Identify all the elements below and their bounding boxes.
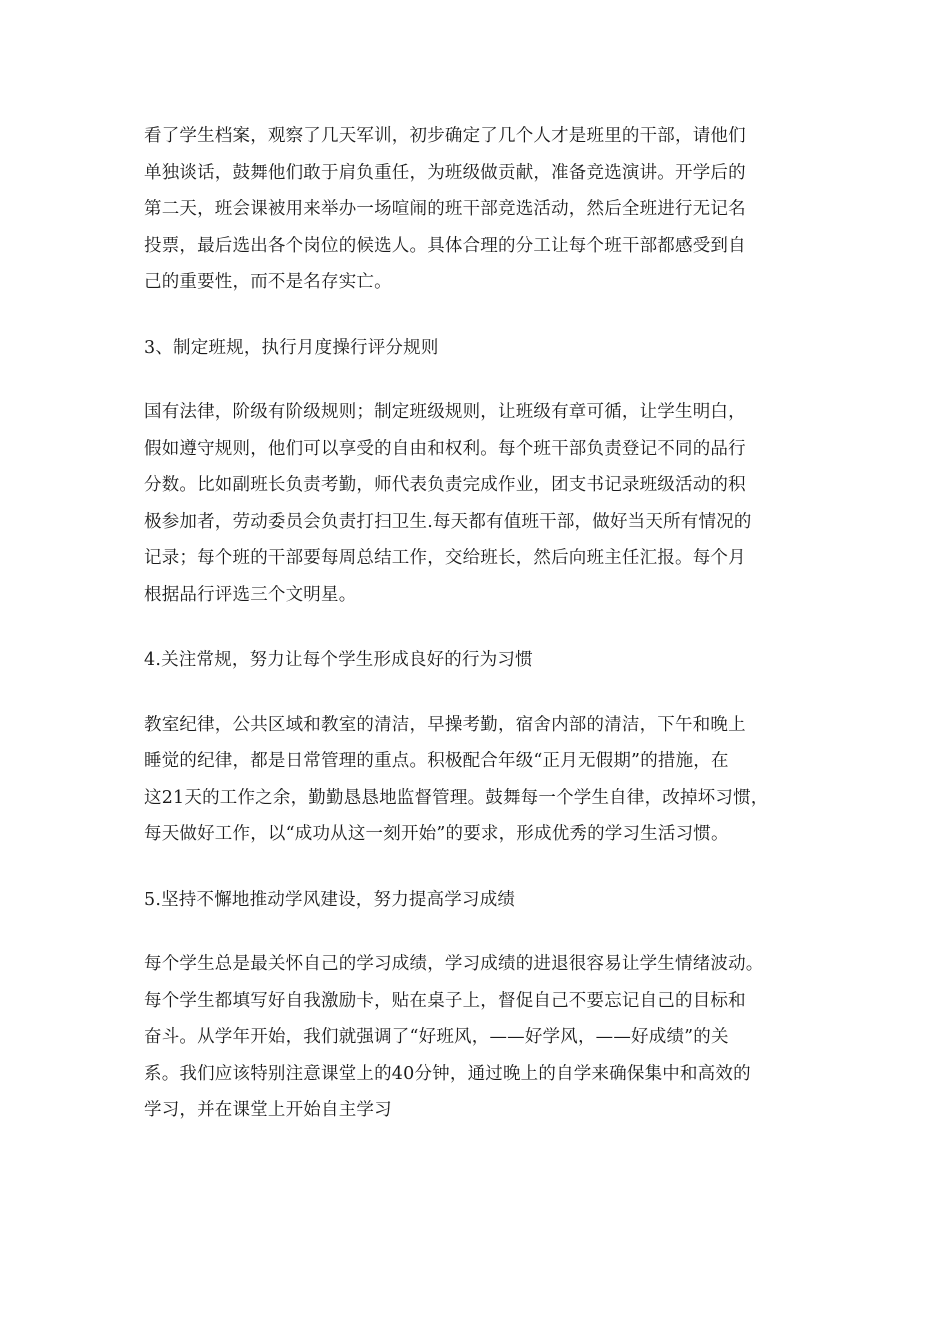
paragraph-cadre-selection [144,118,809,301]
text-line: 每个学生总是最关怀自己的学习成绩，学习成绩的进退很容易让学生情绪波动。 [144,954,764,974]
text-line: 奋斗。从学年开始，我们就强调了“好班风，——好学风，——好成绩”的关 [144,1027,729,1047]
text-line: 睡觉的纪律，都是日常管理的重点。积极配合年级“正月无假期”的措施，在 [144,751,729,771]
text-line: 学习，并在课堂上开始自主学习 [144,1100,392,1120]
document-body [144,118,809,1129]
paragraph-study-style [144,946,809,1129]
section-heading-5: 5.坚持不懈地推动学风建设，努力提高学习成绩 [144,889,516,910]
text-line: 假如遵守规则，他们可以享受的自由和权利。每个班干部负责登记不同的品行 [144,438,746,459]
text-line: 极参加者，劳动委员会负责打扫卫生.每天都有值班干部，做好当天所有情况的 [144,511,752,532]
text-line: 这21天的工作之余，勤勤恳恳地监督管理。鼓舞每一个学生自律，改掉坏习惯， [144,787,769,808]
paragraph-class-rules [144,394,809,613]
text-line: 每个学生都填写好自我激励卡，贴在桌子上，督促自己不要忘记自己的目标和 [144,990,746,1011]
paragraph-routine-habits [144,707,809,853]
text-line: 第二天，班会课被用来举办一场喧闹的班干部竞选活动，然后全班进行无记名 [144,199,746,219]
text-line: 分数。比如副班长负责考勤，师代表负责完成作业，团支书记录班级活动的积 [144,475,746,495]
text-line: 单独谈话，鼓舞他们敢于肩负重任，为班级做贡献，准备竞选演讲。开学后的 [144,162,746,183]
text-line: 每天做好工作，以“成功从这一刻开始”的要求，形成优秀的学习生活习惯。 [144,824,729,844]
text-line: 投票，最后选出各个岗位的候选人。具体合理的分工让每个班干部都感受到自 [144,235,746,256]
text-line: 看了学生档案，观察了几天军训，初步确定了几个人才是班里的干部，请他们 [144,126,746,146]
text-line: 系。我们应该特别注意课堂上的40分钟，通过晚上的自学来确保集中和高效的 [144,1063,751,1084]
text-line: 国有法律，阶级有阶级规则；制定班级规则，让班级有章可循，让学生明白， [144,402,746,422]
text-line: 己的重要性，而不是名存实亡。 [144,272,392,292]
text-line: 教室纪律，公共区域和教室的清洁，早操考勤，宿舍内部的清洁，下午和晚上 [144,714,746,735]
section-heading-3: 3、制定班规，执行月度操行评分规则 [144,337,439,358]
text-line: 根据品行评选三个文明星。 [144,584,357,605]
section-heading-4: 4.关注常规，努力让每个学生形成良好的行为习惯 [144,650,533,670]
text-line: 记录；每个班的干部要每周总结工作，交给班长，然后向班主任汇报。每个月 [144,548,746,568]
